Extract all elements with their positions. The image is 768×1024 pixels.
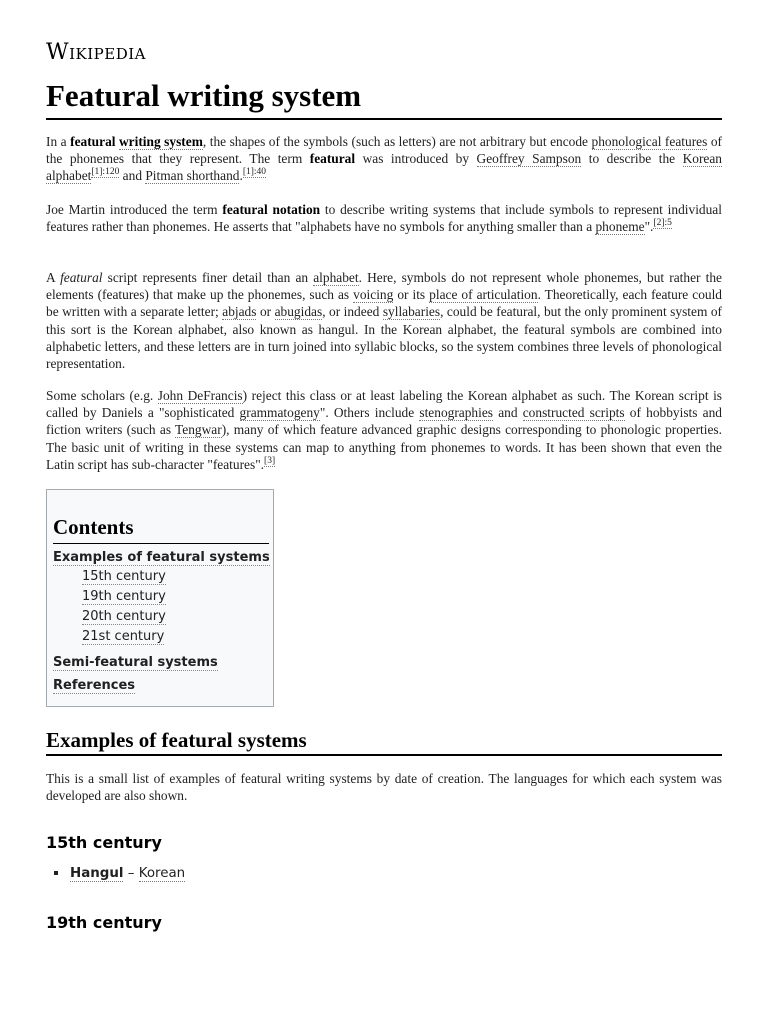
- bold-term: featural notation: [222, 202, 321, 217]
- text: of hobbyists and fiction writers (such as: [46, 405, 723, 438]
- phoneme-link[interactable]: phoneme: [595, 219, 645, 235]
- toc-item-20th-century[interactable]: 20th century: [82, 609, 166, 624]
- list-item: [54, 866, 185, 881]
- toc-item-semi-featural[interactable]: Semi-featural systems: [53, 655, 218, 670]
- bold-term: featural: [309, 151, 356, 167]
- citation-2[interactable]: [1]:40: [242, 167, 267, 178]
- italic-term: featural: [60, 270, 103, 285]
- text: to describe the: [581, 151, 683, 167]
- text: A: [46, 270, 61, 285]
- intro-paragraph-4: [46, 387, 722, 473]
- intro-paragraph-2: [46, 201, 722, 235]
- toc-item-examples[interactable]: Examples of featural systems: [53, 550, 270, 565]
- text: In a: [46, 134, 71, 149]
- korean-link[interactable]: Korean: [138, 866, 186, 881]
- syllabaries-link[interactable]: syllabaries: [382, 304, 441, 320]
- text: or: [256, 304, 275, 320]
- hangul-link[interactable]: Hangul: [70, 866, 124, 881]
- constructed-scripts-link[interactable]: constructed scripts: [522, 405, 625, 421]
- text: , or indeed: [322, 304, 383, 320]
- text: and: [119, 168, 146, 184]
- stenographies-link[interactable]: stenographies: [419, 405, 494, 421]
- text: script represents finer detail than an: [102, 270, 314, 285]
- subsection-heading-15th-century: 15th century: [46, 833, 162, 852]
- citation-3[interactable]: [2]:5: [653, 218, 672, 229]
- alphabet-link[interactable]: alphabet: [313, 270, 359, 285]
- page-title: Featural writing system: [46, 76, 722, 120]
- text: Some scholars (e.g.: [46, 388, 158, 403]
- text: . Theoretically, each feature could be written with a separate letter;: [46, 287, 723, 320]
- john-defrancis-link[interactable]: John DeFrancis: [157, 388, 243, 403]
- separator: –: [123, 866, 139, 881]
- bullet-icon: [54, 871, 58, 875]
- writing-system-link[interactable]: writing system: [119, 134, 203, 149]
- text: of the phonemes that they represent. The term: [46, 134, 722, 167]
- text: ) reject this class or at least labeling the Korean alphabet as such. The Korean script is called by Daniels a "sophisticated: [46, 388, 722, 421]
- toc-item-15th-century[interactable]: 15th century: [82, 569, 166, 584]
- subsection-heading-19th-century: 19th century: [46, 913, 162, 932]
- text: or its: [393, 287, 430, 303]
- citation-4[interactable]: [3]: [264, 455, 276, 466]
- korean-alphabet-link[interactable]: Korean alphabet: [46, 151, 722, 184]
- toc-title: Contents: [53, 515, 134, 539]
- table-of-contents: [46, 489, 274, 707]
- intro-paragraph-3: [46, 269, 722, 372]
- geoffrey-sampson-link[interactable]: Geoffrey Sampson: [476, 151, 582, 167]
- voicing-link[interactable]: voicing: [353, 287, 394, 303]
- text: , the shapes of the symbols (such as letters) are not arbitrary but encode: [202, 134, 592, 149]
- text: ), many of which feature advanced graphic designs corresponding to phonologic properties. The basic unit of writing in these systems can map to anything from phonemes to words. It has been shown that even the Latin script has sub-character "features".: [46, 422, 722, 472]
- wikipedia-logo[interactable]: Wikipedia: [46, 40, 146, 65]
- citation-1[interactable]: [1]:120: [91, 167, 120, 178]
- bold-term: featural: [70, 134, 116, 149]
- abugidas-link[interactable]: abugidas: [274, 304, 323, 320]
- toc-divider: [53, 543, 269, 544]
- abjads-link[interactable]: abjads: [222, 304, 257, 320]
- pitman-shorthand-link[interactable]: Pitman shorthand: [145, 168, 240, 184]
- text: ". Others include: [319, 405, 420, 421]
- text: .: [239, 168, 243, 184]
- section-heading-examples: Examples of featural systems: [46, 727, 722, 756]
- tengwar-link[interactable]: Tengwar: [175, 422, 222, 438]
- text: to describe writing systems that include symbols to represent individual features rather than phonemes. He asserts that "alphabets have no symbols for anything smaller than a: [46, 202, 722, 235]
- place-of-articulation-link[interactable]: place of articulation: [429, 287, 538, 303]
- grammatogeny-link[interactable]: grammatogeny: [239, 405, 320, 421]
- text: was introduced by: [355, 151, 477, 167]
- intro-paragraph-1: [46, 133, 722, 185]
- text: . Here, symbols do not represent whole phonemes, but rather the elements (features) that make up the phonemes, such as: [46, 270, 722, 303]
- text: Joe Martin introduced the term: [46, 202, 223, 217]
- section-intro-paragraph: This is a small list of examples of featural writing systems by date of creation. The languages for which each system was developed are also shown.: [46, 771, 722, 804]
- phonological-features-link[interactable]: phonological features: [591, 134, 708, 149]
- text: , could be featural, but the only prominent system of this sort is the Korean alphabet, also known as hangul. In the Korean alphabet, the featural symbols are combined into alphabetic letters, and these letters are in turn joined into syllabic blocks, so the system combines three levels of phonological representation.: [46, 304, 722, 372]
- text: ".: [644, 219, 654, 235]
- toc-item-21st-century[interactable]: 21st century: [82, 629, 165, 644]
- text: and: [493, 405, 523, 421]
- toc-item-19th-century[interactable]: 19th century: [82, 589, 166, 604]
- toc-item-references[interactable]: References: [53, 678, 136, 693]
